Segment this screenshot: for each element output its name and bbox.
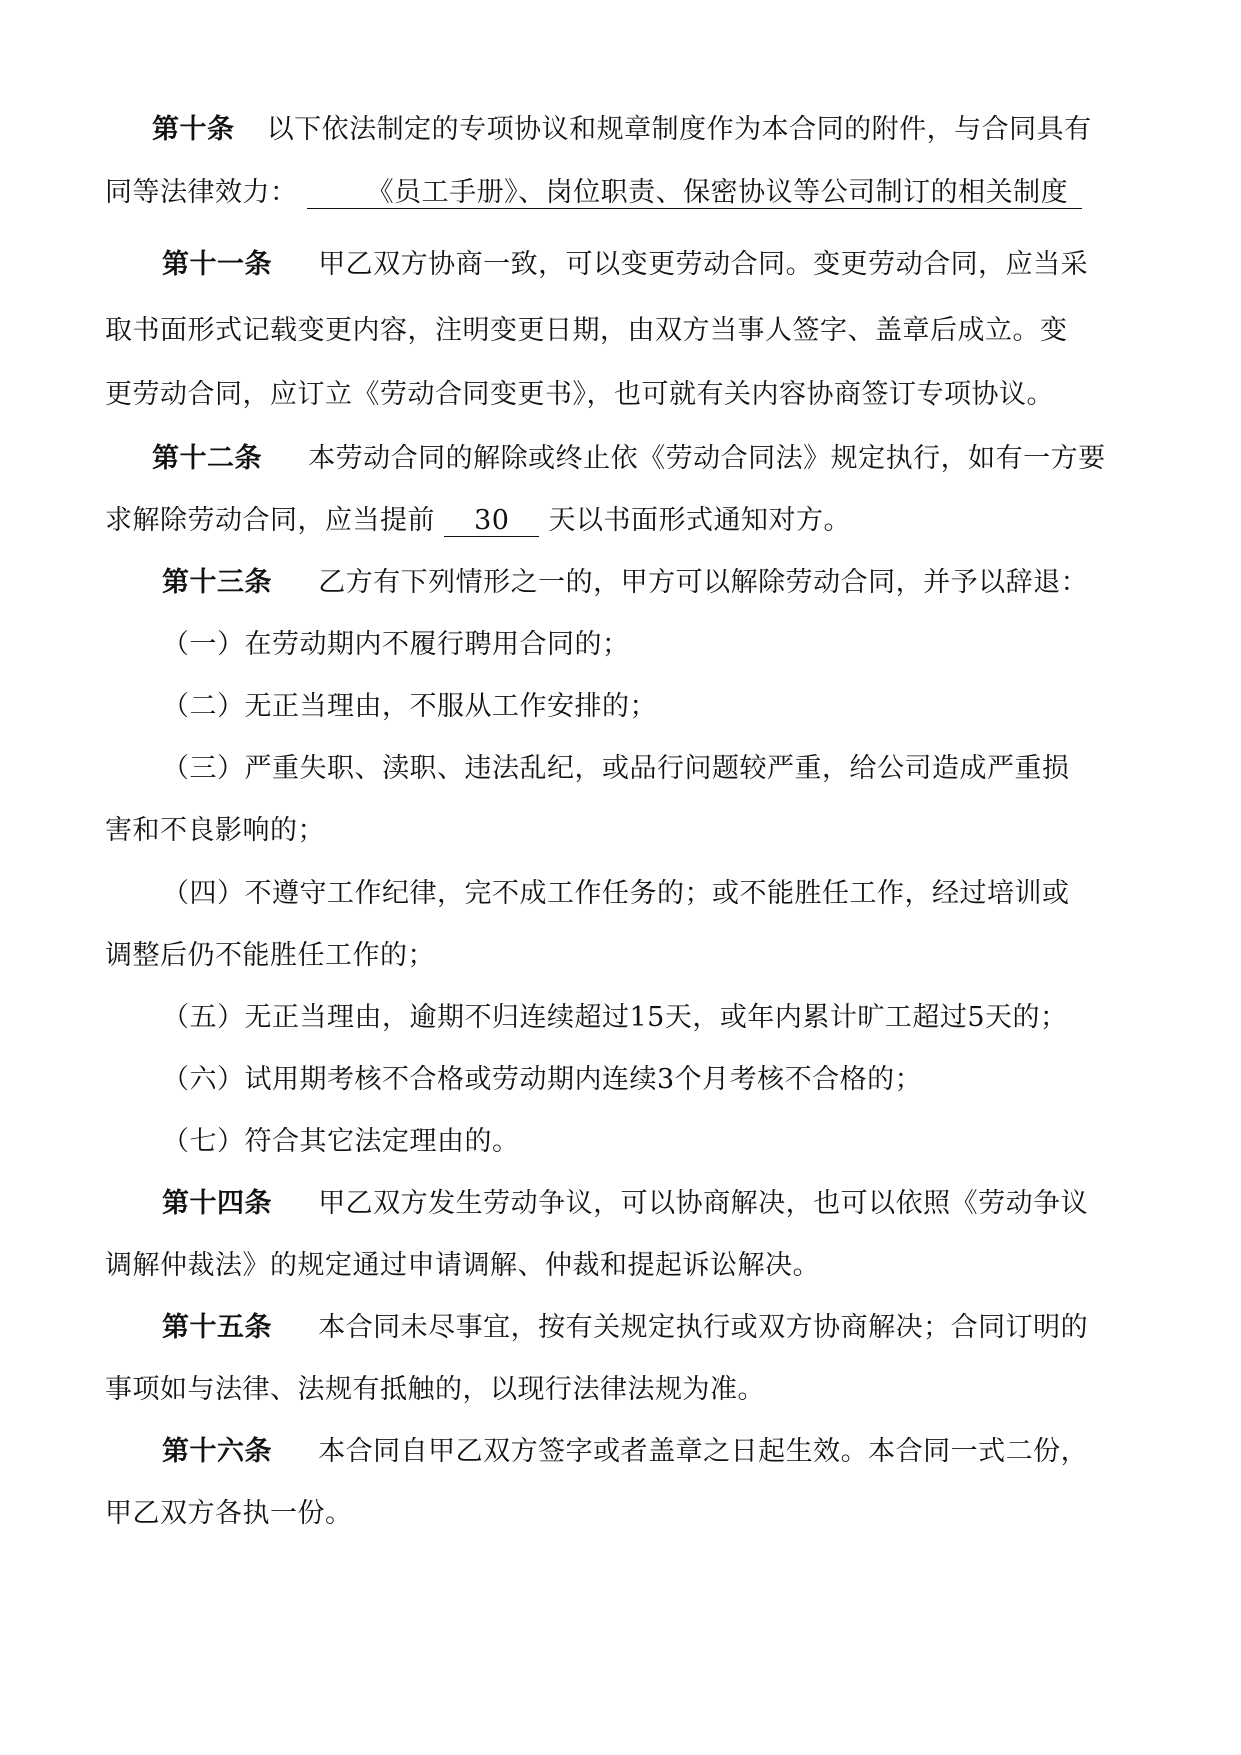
list-item xyxy=(162,627,630,663)
list-item xyxy=(162,1000,1068,1036)
article-14-text-cont: 调解仲裁法》的规定通过申请调解、仲裁和提起诉讼解决。 xyxy=(105,1250,820,1281)
attachments-blank xyxy=(307,178,1083,209)
list-item-text: （六）试用期考核不合格或劳动期内连续3个月考核不合格的； xyxy=(162,1064,923,1095)
attachments-value: 《员工手册》、岗位职责、保密协议等公司制订的相关制度 xyxy=(366,177,1069,208)
article-10-text: 以下依法制定的专项协议和规章制度作为本合同的附件，与合同具有 xyxy=(266,114,1092,145)
list-item xyxy=(162,1124,520,1160)
article-16-line-1 xyxy=(162,1434,1088,1470)
article-10-label: 第十条 xyxy=(152,114,235,145)
article-16-text: 本合同自甲乙双方签字或者盖章之日起生效。本合同一式二份， xyxy=(318,1436,1089,1467)
list-item-text: （七）符合其它法定理由的。 xyxy=(162,1126,520,1157)
list-item-text: （一）在劳动期内不履行聘用合同的； xyxy=(162,629,630,660)
article-13-label: 第十三条 xyxy=(162,567,272,598)
article-10-line-1 xyxy=(152,112,1092,148)
article-14-text: 甲乙双方发生劳动争议，可以协商解决，也可以依照《劳动争议 xyxy=(318,1188,1089,1219)
list-item-text: （三）严重失职、渎职、违法乱纪，或品行问题较严重，给公司造成严重损 xyxy=(162,753,1070,784)
article-16-line-2 xyxy=(105,1496,353,1532)
list-item-cont xyxy=(105,938,435,974)
list-item-text: 调整后仍不能胜任工作的； xyxy=(105,940,435,971)
article-11-line-3 xyxy=(105,377,1054,413)
list-item xyxy=(162,1062,922,1098)
article-12-line-2 xyxy=(105,503,851,539)
list-item xyxy=(162,689,657,725)
notice-days-value: 30 xyxy=(474,505,510,536)
list-item xyxy=(162,876,1070,912)
article-11-text: 甲乙双方协商一致，可以变更劳动合同。变更劳动合同，应当采 xyxy=(318,249,1089,280)
list-item-text: （四）不遵守工作纪律，完不成工作任务的；或不能胜任工作，经过培训或 xyxy=(162,878,1070,909)
article-15-line-1 xyxy=(162,1310,1088,1346)
notice-days-blank xyxy=(444,506,539,537)
article-12-text-cont: 求解除劳动合同，应当提前 xyxy=(105,505,435,536)
article-11-text-cont-1: 取书面形式记载变更内容，注明变更日期，由双方当事人签字、盖章后成立。变 xyxy=(105,315,1068,346)
article-15-label: 第十五条 xyxy=(162,1312,272,1343)
list-item xyxy=(162,751,1070,787)
article-12-label: 第十二条 xyxy=(152,443,262,474)
article-14-label: 第十四条 xyxy=(162,1188,272,1219)
article-16-label: 第十六条 xyxy=(162,1436,272,1467)
article-12-line-1 xyxy=(152,441,1106,477)
article-12-text: 本劳动合同的解除或终止依《劳动合同法》规定执行，如有一方要 xyxy=(308,443,1106,474)
article-10-text-cont: 同等法律效力： xyxy=(105,177,298,208)
article-11-text-cont-2: 更劳动合同，应订立《劳动合同变更书》，也可就有关内容协商签订专项协议。 xyxy=(105,379,1054,410)
article-15-text: 本合同未尽事宜，按有关规定执行或双方协商解决；合同订明的 xyxy=(318,1312,1089,1343)
article-14-line-1 xyxy=(162,1186,1088,1222)
article-14-line-2 xyxy=(105,1248,820,1284)
list-item-cont xyxy=(105,813,325,849)
list-item-text: （五）无正当理由，逾期不归连续超过15天，或年内累计旷工超过5天的； xyxy=(162,1002,1068,1033)
article-16-text-cont: 甲乙双方各执一份。 xyxy=(105,1498,353,1529)
article-13-line-1 xyxy=(162,565,1088,601)
article-11-line-2 xyxy=(105,313,1068,349)
list-item-text: 害和不良影响的； xyxy=(105,815,325,846)
article-11-line-1 xyxy=(162,247,1088,283)
article-12-text-end: 天以书面形式通知对方。 xyxy=(548,505,852,536)
article-13-text: 乙方有下列情形之一的，甲方可以解除劳动合同，并予以辞退： xyxy=(318,567,1089,598)
article-15-line-2 xyxy=(105,1372,765,1408)
list-item-text: （二）无正当理由，不服从工作安排的； xyxy=(162,691,657,722)
article-11-label: 第十一条 xyxy=(162,249,272,280)
article-15-text-cont: 事项如与法律、法规有抵触的，以现行法律法规为准。 xyxy=(105,1374,765,1405)
article-10-line-2 xyxy=(105,175,1082,211)
